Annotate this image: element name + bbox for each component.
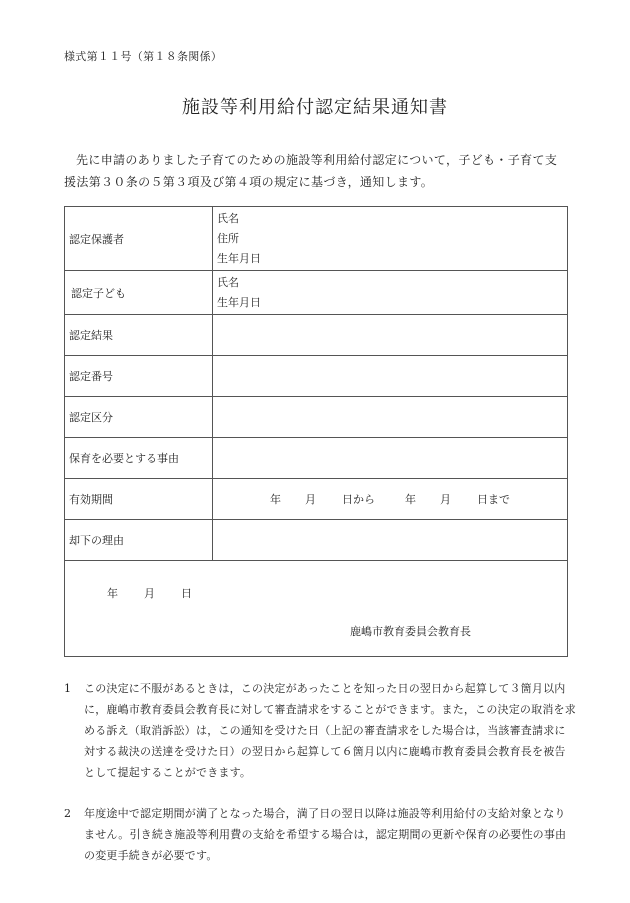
child-details <box>213 271 568 315</box>
reason-row <box>65 438 568 479</box>
reason-value <box>213 438 568 479</box>
number-value <box>213 356 568 397</box>
number-label: 認定番号 <box>65 356 213 397</box>
validity-period <box>213 479 568 520</box>
note-number: 1 <box>64 682 72 695</box>
rejection-value <box>213 520 568 561</box>
category-row <box>65 397 568 438</box>
category-label: 認定区分 <box>65 397 213 438</box>
validity-start-day: 日から <box>342 493 375 506</box>
document-title: 施設等利用給付認定結果通知書 <box>182 97 448 118</box>
guardian-row <box>65 207 568 271</box>
note-item <box>64 678 576 783</box>
form-number: 様式第１１号（第１８条関係） <box>64 50 223 63</box>
issue-day: 日 <box>181 587 192 600</box>
issue-section <box>65 561 568 657</box>
certification-table <box>64 206 568 657</box>
guardian-address-label: 住所 <box>217 231 239 245</box>
guardian-birth-label: 生年月日 <box>217 251 261 265</box>
footer-row <box>65 561 568 657</box>
intro-paragraph: 先に申請のありました子育てのための施設等利用給付認定について，子ども・子育て支援法第３０条の５第３項及び第４項の規定に基づき，通知します。 <box>64 153 558 189</box>
notes-section <box>64 678 576 886</box>
note-number: 2 <box>64 807 72 820</box>
issuer-name: 鹿嶋市教育委員会教育長 <box>350 625 471 638</box>
rejection-row <box>65 520 568 561</box>
child-name-label: 氏名 <box>217 275 239 289</box>
reason-label: 保育を必要とする事由 <box>65 438 213 479</box>
validity-start-month: 月 <box>305 493 316 506</box>
issue-date <box>107 585 192 601</box>
guardian-details <box>213 207 568 271</box>
validity-end-day: 日まで <box>477 493 510 506</box>
validity-label: 有効期間 <box>65 479 213 520</box>
result-row <box>65 315 568 356</box>
validity-end-month: 月 <box>440 493 451 506</box>
number-row <box>65 356 568 397</box>
issue-month: 月 <box>144 587 155 600</box>
validity-start-year: 年 <box>270 493 281 506</box>
guardian-name-label: 氏名 <box>217 211 239 225</box>
child-birth-label: 生年月日 <box>217 295 261 309</box>
note-text: この決定に不服があるときは，この決定があったことを知った日の翌日から起算して３箇月以内に，鹿嶋市教育委員会教育長に対して審査請求をすることができます。また，この決定の取消を求める訴え（取消訴訟）は，この通知を受けた日（上記の審査請求をした場合は，当該審査請求に対する裁決の送達を受けた日）の翌日から起算して６箇月以内に鹿嶋市教育委員会教育長を被告として提起することができます。 <box>84 682 576 779</box>
note-item <box>64 803 576 866</box>
category-value <box>213 397 568 438</box>
child-label: 認定子ども <box>65 271 213 315</box>
guardian-label: 認定保護者 <box>65 207 213 271</box>
result-label: 認定結果 <box>65 315 213 356</box>
result-value <box>213 315 568 356</box>
note-text: 年度途中で認定期間が満了となった場合，満了日の翌日以降は施設等利用給付の支給対象となりません。引き続き施設等利用費の支給を希望する場合は，認定期間の更新や保育の必要性の事由の変更手続きが必要です。 <box>84 807 567 862</box>
child-row <box>65 271 568 315</box>
validity-row <box>65 479 568 520</box>
issue-year: 年 <box>107 587 118 600</box>
rejection-label: 却下の理由 <box>65 520 213 561</box>
validity-end-year: 年 <box>405 493 416 506</box>
